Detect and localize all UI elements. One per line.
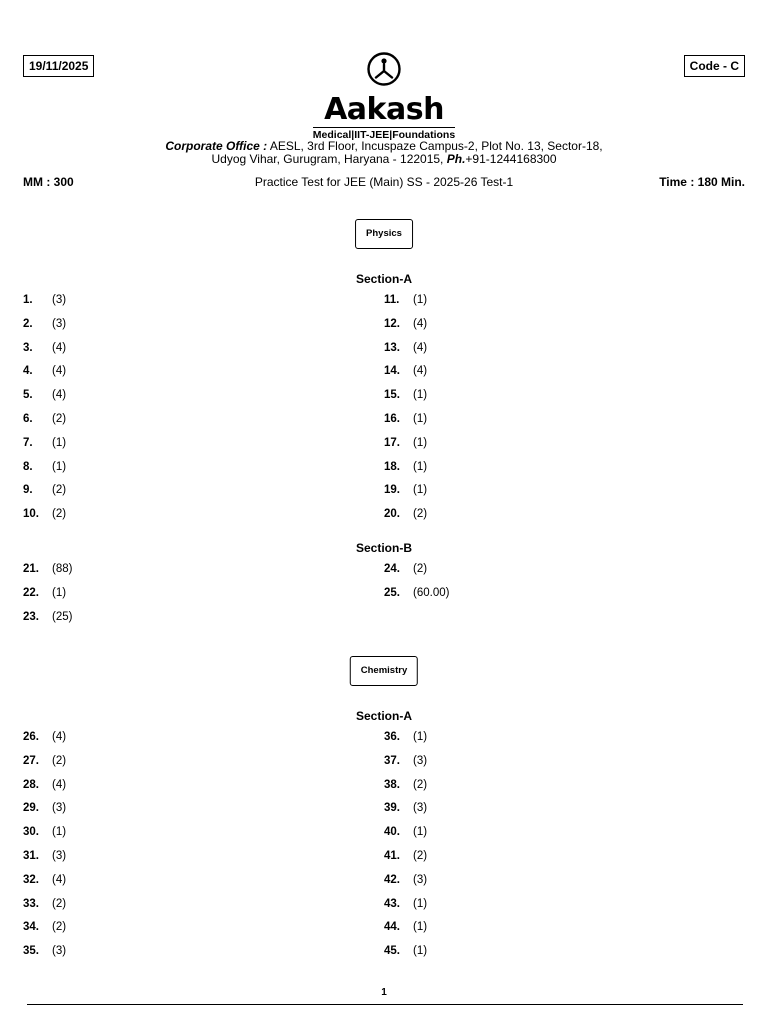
answer-item: [384, 874, 504, 888]
answer-item: [23, 484, 143, 498]
physics-section-a-title: Section-A: [355, 272, 412, 286]
answer-value: (4): [413, 317, 428, 330]
footer-divider: [27, 1004, 743, 1005]
date-box: 19/11/2025: [23, 55, 94, 77]
answer-value: (1): [413, 921, 428, 934]
answer-value: (25): [52, 610, 73, 623]
answer-value: (4): [52, 389, 67, 402]
answer-item: [23, 318, 143, 332]
question-number: 31.: [23, 850, 39, 862]
question-number: 20.: [384, 508, 400, 521]
answer-value: (4): [413, 365, 428, 378]
answer-item: [23, 779, 143, 793]
question-number: 10.: [23, 508, 39, 521]
answer-item: [384, 413, 504, 427]
answer-value: (2): [52, 897, 67, 910]
question-number: 8.: [23, 460, 33, 473]
question-number: 29.: [23, 802, 39, 815]
answer-item: [23, 365, 143, 379]
answer-value: (1): [413, 945, 428, 958]
answer-value: (3): [52, 294, 67, 306]
answer-item: [23, 587, 143, 601]
answer-value: (1): [413, 389, 428, 402]
answer-item: [23, 898, 143, 912]
subject-chemistry: Chemistry: [350, 656, 418, 686]
answer-value: (3): [52, 850, 67, 862]
test-duration: Time : 180 Min.: [659, 175, 745, 189]
office-line-2: Udyog Vihar, Gurugram, Haryana - 122015,: [211, 152, 444, 166]
question-number: 45.: [384, 945, 400, 958]
aakash-emblem-icon: [365, 52, 403, 86]
answer-value: (3): [413, 754, 428, 767]
question-number: 22.: [23, 586, 39, 599]
answer-value: (4): [52, 341, 67, 354]
answer-item: [384, 508, 504, 522]
answer-value: (3): [413, 802, 428, 815]
answer-value: (1): [52, 460, 67, 473]
question-number: 17.: [384, 436, 400, 449]
answer-item: [384, 779, 504, 793]
answer-value: (3): [52, 317, 67, 330]
answer-item: [384, 731, 504, 745]
brand-tagline: Medical|IIT-JEE|Foundations: [312, 129, 456, 141]
question-number: 12.: [384, 317, 400, 330]
answer-value: (4): [413, 341, 428, 354]
office-line-1: AESL, 3rd Floor, Incuspaze Campus-2, Plot No. 13, Sector-18,: [269, 139, 603, 153]
question-number: 28.: [23, 778, 39, 791]
answer-value: (1): [413, 731, 428, 743]
answer-item: [384, 921, 504, 935]
answer-value: (1): [52, 826, 67, 839]
answer-item: [384, 461, 504, 475]
question-number: 37.: [384, 754, 400, 767]
question-number: 16.: [384, 413, 400, 425]
question-number: 25.: [384, 586, 400, 599]
question-number: 39.: [384, 802, 400, 815]
answer-item: [384, 850, 504, 864]
answer-value: (4): [52, 365, 67, 378]
question-number: 18.: [384, 460, 400, 473]
answer-value: (1): [413, 413, 428, 425]
answer-value: (2): [52, 484, 67, 497]
answer-item: [23, 611, 143, 625]
question-number: 7.: [23, 436, 33, 449]
question-number: 3.: [23, 341, 33, 354]
answer-value: (1): [413, 897, 428, 910]
question-number: 4.: [23, 365, 33, 378]
answer-item: [23, 874, 143, 888]
phone-number: +91-1244168300: [465, 152, 557, 166]
answer-item: [23, 294, 143, 308]
question-number: 24.: [384, 563, 400, 575]
answer-item: [23, 389, 143, 403]
question-number: 11.: [384, 294, 400, 306]
question-number: 35.: [23, 945, 39, 958]
aakash-logo: [0, 52, 768, 143]
answer-value: (4): [52, 873, 67, 886]
answer-value: (1): [413, 460, 428, 473]
answer-value: (2): [413, 508, 428, 521]
answer-item: [384, 365, 504, 379]
answer-item: [384, 587, 504, 601]
answer-item: [384, 898, 504, 912]
question-number: 19.: [384, 484, 400, 497]
answer-item: [384, 294, 504, 308]
answer-item: [23, 755, 143, 769]
answer-item: [23, 342, 143, 356]
question-number: 33.: [23, 897, 39, 910]
question-number: 32.: [23, 873, 39, 886]
answer-item: [23, 461, 143, 475]
answer-value: (60.00): [413, 586, 450, 599]
phone-label: Ph.: [446, 152, 466, 166]
question-number: 44.: [384, 921, 400, 934]
question-number: 34.: [23, 921, 39, 934]
answer-item: [384, 389, 504, 403]
answer-value: (2): [413, 850, 428, 862]
answer-item: [23, 731, 143, 745]
answer-item: [23, 850, 143, 864]
answer-item: [384, 563, 504, 577]
answer-item: [23, 921, 143, 935]
answer-item: [23, 437, 143, 451]
answer-item: [23, 508, 143, 522]
question-number: 26.: [23, 731, 39, 743]
chemistry-section-a-title: Section-A: [355, 709, 412, 723]
page-number: 1: [381, 987, 387, 998]
answer-item: [384, 945, 504, 959]
answer-value: (4): [52, 778, 67, 791]
answer-value: (3): [52, 945, 67, 958]
answer-value: (88): [52, 563, 73, 575]
answer-value: (1): [413, 826, 428, 839]
code-box: Code - C: [684, 55, 745, 77]
answer-item: [384, 318, 504, 332]
answer-value: (2): [52, 508, 67, 521]
question-number: 1.: [23, 294, 33, 306]
answer-item: [23, 826, 143, 840]
answer-value: (3): [413, 873, 428, 886]
answer-value: (2): [52, 921, 67, 934]
answer-value: (1): [52, 436, 67, 449]
physics-section-b-title: Section-B: [355, 541, 412, 555]
question-number: 21.: [23, 563, 39, 575]
answer-value: (3): [52, 802, 67, 815]
question-number: 2.: [23, 317, 33, 330]
question-number: 36.: [384, 731, 400, 743]
question-number: 42.: [384, 873, 400, 886]
answer-item: [23, 563, 143, 577]
answer-item: [384, 755, 504, 769]
answer-item: [384, 437, 504, 451]
answer-item: [384, 802, 504, 816]
question-number: 30.: [23, 826, 39, 839]
question-number: 43.: [384, 897, 400, 910]
question-number: 5.: [23, 389, 33, 402]
answer-value: (1): [413, 484, 428, 497]
answer-value: (4): [52, 731, 67, 743]
answer-value: (2): [413, 778, 428, 791]
answer-value: (1): [413, 294, 428, 306]
question-number: 41.: [384, 850, 400, 862]
answer-value: (2): [52, 754, 67, 767]
question-number: 14.: [384, 365, 400, 378]
corporate-office-address: [0, 140, 768, 166]
brand-name: Aakash: [324, 92, 444, 127]
question-number: 15.: [384, 389, 400, 402]
answer-item: [23, 945, 143, 959]
question-number: 9.: [23, 484, 33, 497]
answer-value: (1): [413, 436, 428, 449]
question-number: 27.: [23, 754, 39, 767]
answer-value: (2): [413, 563, 428, 575]
answer-item: [384, 484, 504, 498]
answer-item: [384, 342, 504, 356]
answer-item: [23, 802, 143, 816]
question-number: 40.: [384, 826, 400, 839]
answer-value: (2): [52, 413, 67, 425]
subject-physics: Physics: [355, 219, 413, 249]
question-number: 38.: [384, 778, 400, 791]
question-number: 23.: [23, 610, 39, 623]
answer-item: [23, 413, 143, 427]
answer-value: (1): [52, 586, 67, 599]
question-number: 6.: [23, 413, 33, 425]
test-title: Practice Test for JEE (Main) SS - 2025-26 Test-1: [254, 175, 514, 189]
answer-item: [384, 826, 504, 840]
office-label: Corporate Office :: [165, 139, 268, 153]
question-number: 13.: [384, 341, 400, 354]
max-marks: MM : 300: [23, 175, 74, 189]
